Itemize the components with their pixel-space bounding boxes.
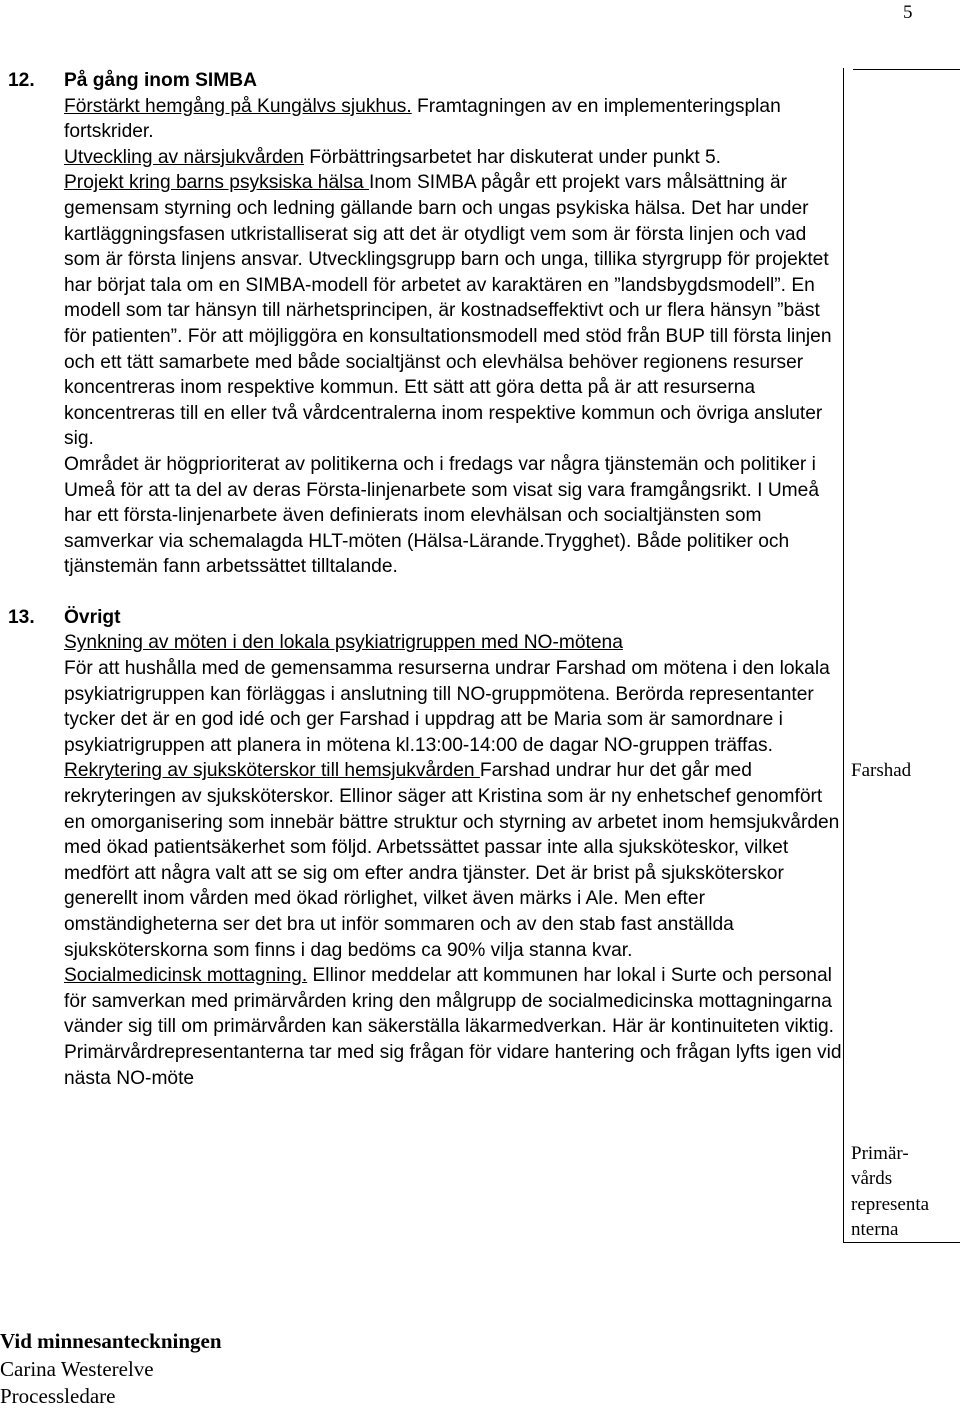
paragraph-text: Inom SIMBA pågår ett projekt vars målsättning är gemensam styrning och ledning gällande barn och ungas psykiska hälsa. Det har under kartläggningsfasen utkristalliserat sig att det är otydligt vem som är första linjen och vad som är första linjens ansvar. Utvecklingsgrupp barn och unga, tillika styrgrupp för projektet har börjat tala om en SIMBA-modell för arbetet av karaktären en ”landsbygdsmodell”. En modell som tar hänsyn till närhetsprincipen, är kostnadseffektivt och ur flera hänsyn ”bäst för patienten”. För att möjliggöra en konsultationsmodell med stöd från BUP till första linjen och ett tätt samarbete med både socialtjänst och elevhälsa behöver regionens resurser koncentreras inom respektive kommun. Ett sätt att göra detta på är att resurserna koncentreras till en eller två vårdcentralerna inom respektive kommun och övriga ansluter sig.	[64, 172, 832, 450]
paragraph	[64, 758, 843, 963]
paragraph	[64, 145, 843, 171]
section-number: 13.	[8, 606, 35, 628]
author-role: Processledare	[0, 1384, 116, 1408]
topic-title: Rekrytering av sjuksköterskor till hemsjukvården	[64, 760, 480, 782]
paragraph: Området är högprioriterat av politikerna och i fredags var några tjänstemän och politiker i Umeå för att ta del av deras Första-linjenarbete som visat sig vara framgångsrikt. I Umeå har ett första-linjenarbete även definierats inom elevhälsan och socialtjänsten som samverkar via schemalagda HLT-möten (Hälsa-Lärande.Trygghet). Både politiker och tjänstemän fann arbetssättet tilltalande.	[64, 453, 820, 578]
topic-title: Förstärkt hemgång på Kungälvs sjukhus.	[64, 95, 412, 117]
paragraph: Primärvårdrepresentanterna tar med sig frågan för vidare hantering och frågan lyfts igen vid nästa NO-möte	[64, 1041, 842, 1089]
section-number: 12.	[8, 70, 35, 91]
responsible-primarvard	[851, 1141, 929, 1242]
topic-title: Socialmedicinsk mottagning.	[64, 965, 308, 987]
responsible-line: Primär-	[851, 1143, 909, 1164]
section-13	[8, 605, 843, 1091]
section-heading	[8, 605, 843, 631]
paragraph-text: Ellinor meddelar att kommunen har lokal i Surte och personal för samverkan med primärvården kring den målgrupp de socialmedicinska mottagningarna vänder sig till om primärvården kan säkerställa läkarmedverkan. Här är kontinuiteten viktig.	[64, 965, 834, 1038]
page-number: 5	[903, 2, 913, 23]
column-top-border	[853, 69, 960, 70]
topic-title: Projekt kring barns psyksiska hälsa	[64, 172, 369, 194]
paragraph	[64, 963, 843, 1040]
section-body	[8, 630, 843, 1091]
topic-title: Utveckling av närsjukvården	[64, 146, 304, 168]
paragraph	[64, 94, 843, 145]
paragraph-text: Farshad undrar hur det går med rekryteringen av sjuksköterskor. Ellinor säger att Kristina som är ny enhetschef genomfört en omorganisering som innebär bättre struktur och styrning av arbetet inom hemsjukvården med ökad patientsäkerhet som följd. Arbetssättet passar inte alla sjuksköteskor, vilket medfört att några valt att se sig om efter andra tjänster. Det är brist på sjuksköterskor generellt inom vården med ökad rörlighet, vilket även märks i Ale. Men efter omständigheterna ser det bra ut inför sommaren och av den stab fast anställda sjuksköterskorna som finns i dag bedöms ca 90% vilja stanna kvar.	[64, 760, 840, 961]
main-column	[8, 68, 843, 1091]
paragraph-text: Förbättringsarbetet har diskuterat under punkt 5.	[303, 146, 721, 168]
section-body	[8, 94, 843, 580]
paragraph-text: Framtagningen av en implementeringsplan fortskrider.	[64, 95, 781, 143]
section-heading	[8, 68, 843, 94]
section-title: Övrigt	[64, 606, 121, 628]
responsible-line: vårds	[851, 1168, 893, 1190]
minutes-table	[8, 68, 958, 1244]
section-title: På gång inom SIMBA	[64, 70, 257, 91]
footer-heading: Vid minnesanteckningen	[0, 1329, 222, 1353]
section-12	[8, 68, 843, 580]
responsible-line: representa	[851, 1193, 930, 1215]
paragraph	[64, 170, 843, 452]
signature-block	[0, 1328, 222, 1411]
responsible-column	[843, 68, 960, 1243]
responsible-farshad: Farshad	[851, 760, 912, 781]
author-name: Carina Westerelve	[0, 1356, 154, 1381]
paragraph: För att hushålla med de gemensamma resurserna undrar Farshad om mötena i den lokala psykiatrigruppen kan förläggas i anslutning till NO-gruppmötena. Berörda representanter tycker det är en god idé och ger Farshad i uppdrag att be Maria som är samordnare i psykiatrigruppen att planera in mötena kl.13:00-14:00 de dagar NO-gruppen träffas.	[64, 658, 830, 756]
topic-title: Synkning av möten i den lokala psykiatrigruppen med NO-mötena	[64, 632, 623, 654]
responsible-line: nterna	[851, 1218, 899, 1240]
